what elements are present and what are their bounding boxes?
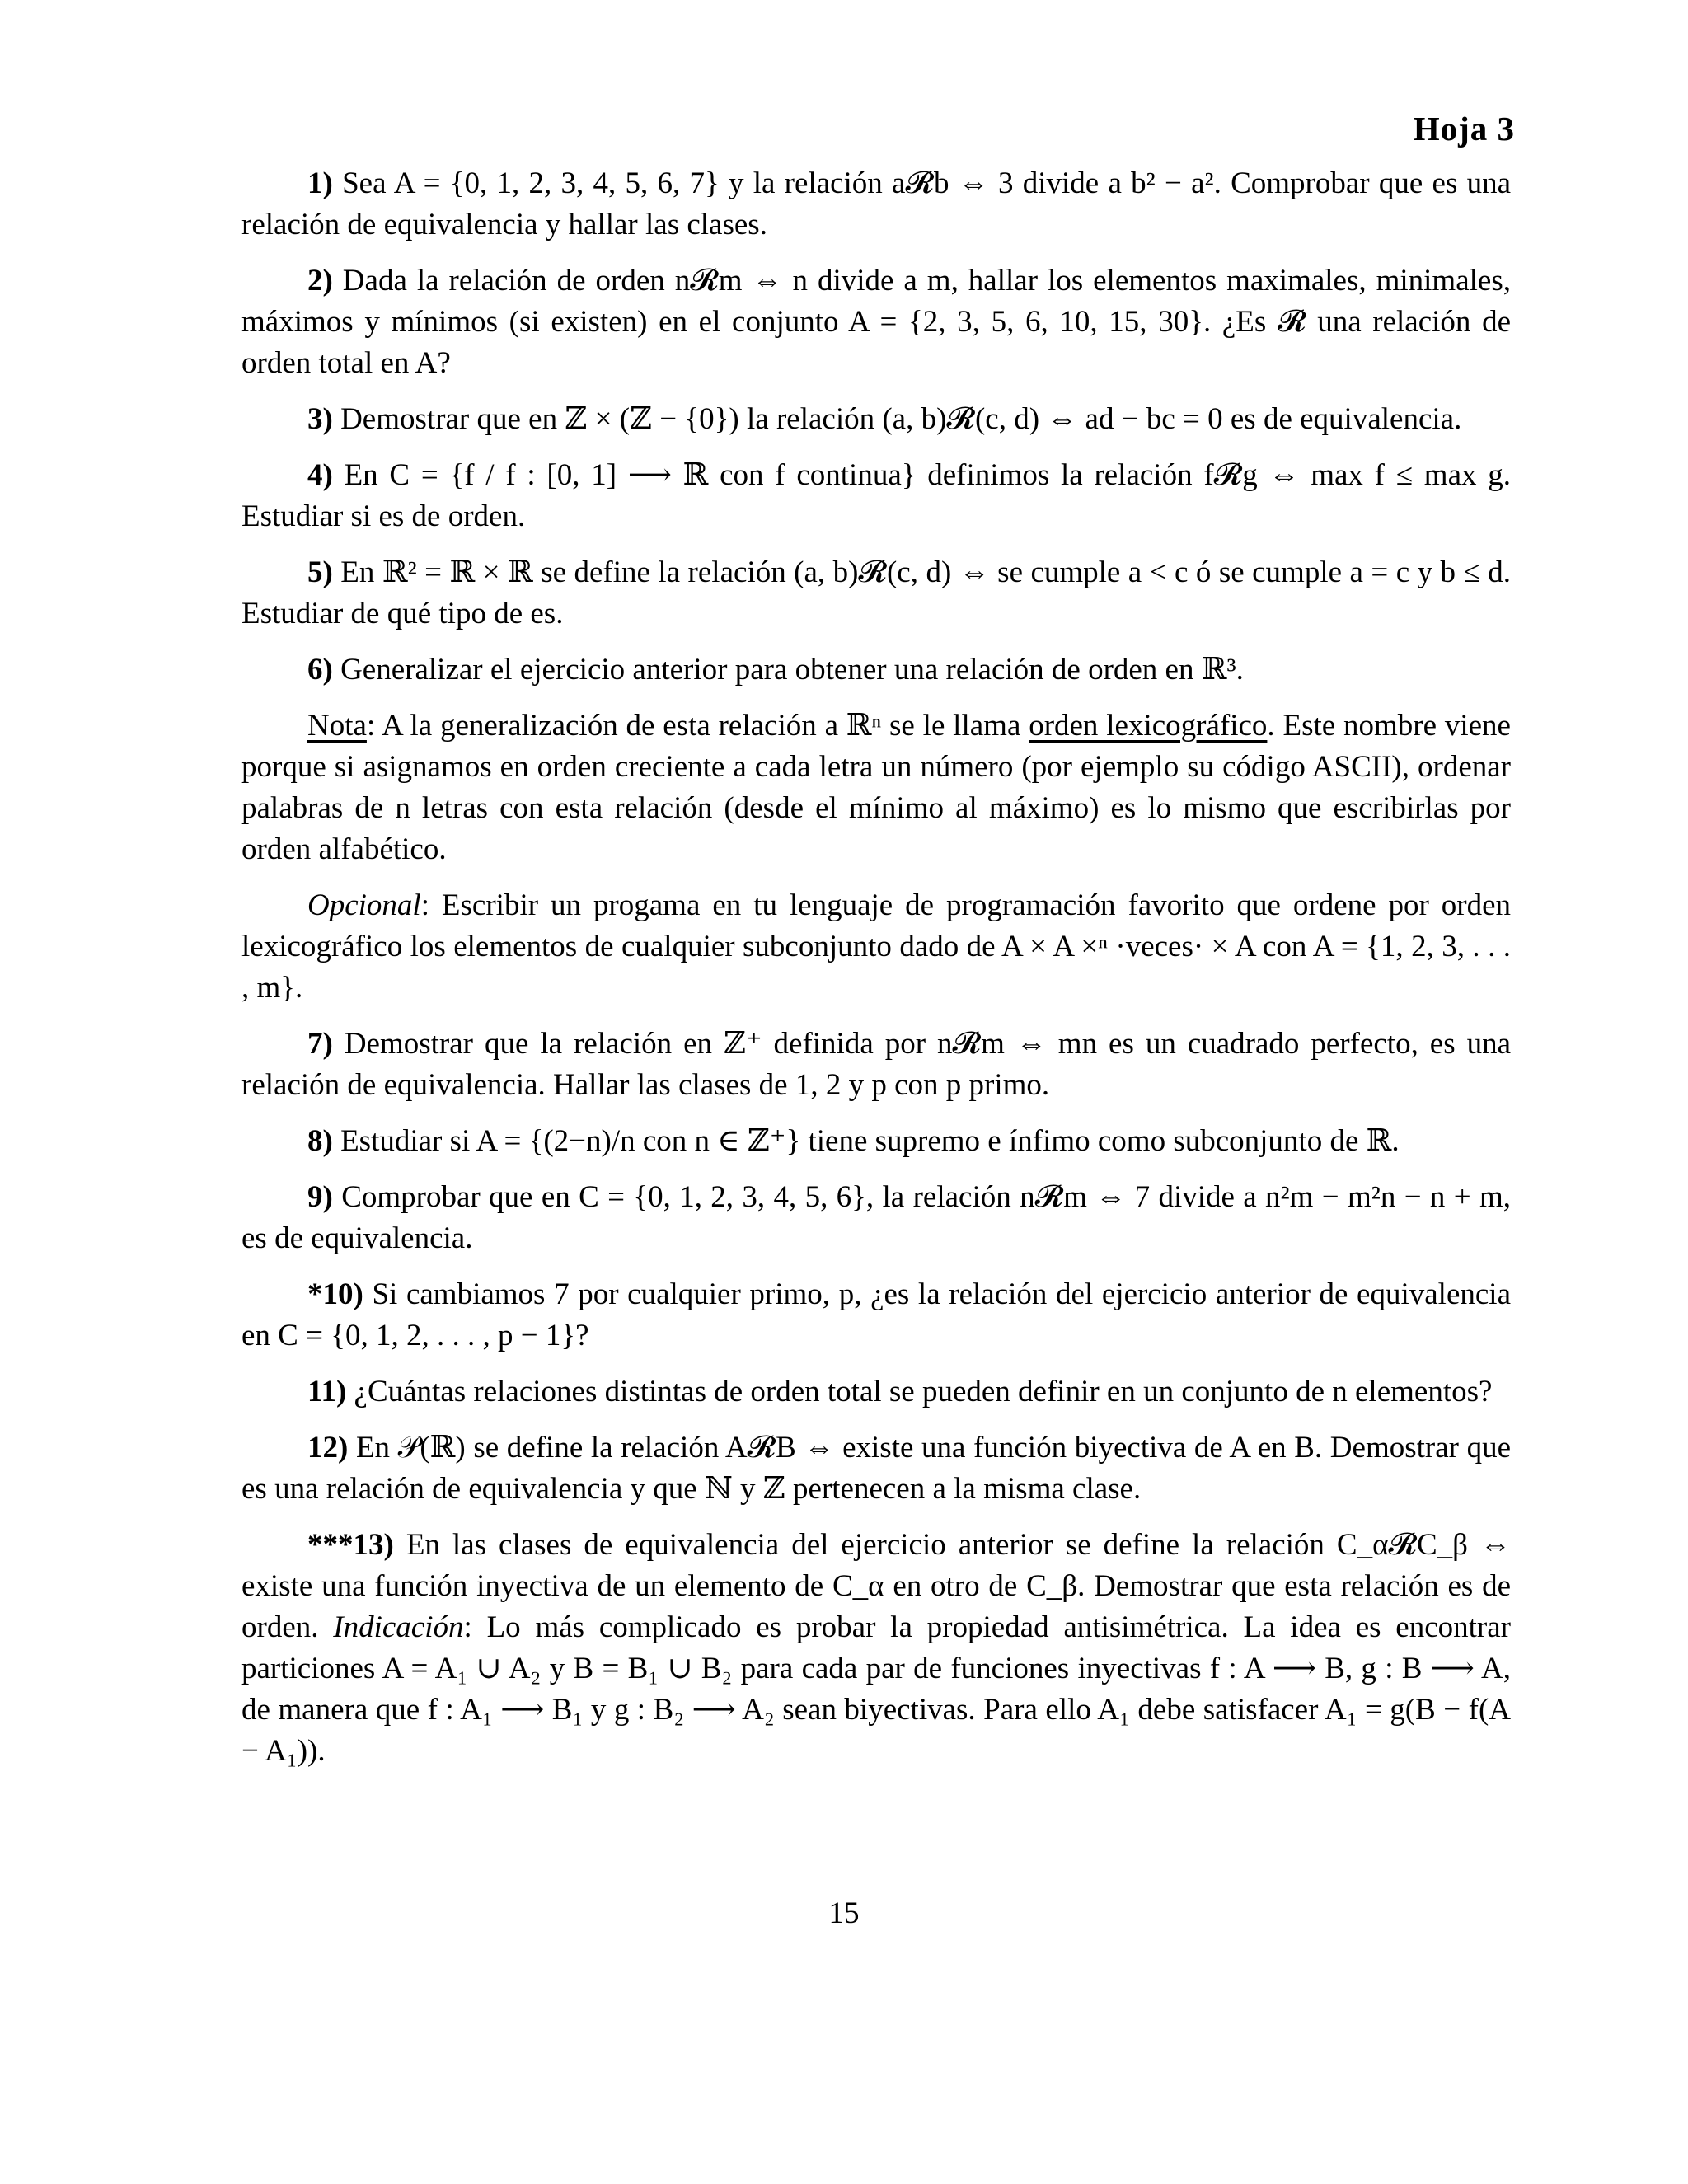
exercise-4: 4) En C = {f / f : [0, 1] ⟶ ℝ con f continua} definimos la relación f𝓡g ⇔ max f ≤ max g. Estudiar si es de orden. [241, 458, 1511, 533]
exercise-5: 5) En ℝ² = ℝ × ℝ se define la relación (a, b)𝓡(c, d) ⇔ se cumple a < c ó se cumple a = c y b ≤ d. Estudiar de qué tipo de es. [241, 555, 1511, 630]
exercise-1: 1) Sea A = {0, 1, 2, 3, 4, 5, 6, 7} y la relación a𝓡b ⇔ 3 divide a b² − a². Comprobar que es una relación de equivalencia y hallar las clases. [241, 166, 1512, 241]
exercise-list [241, 163, 1511, 1787]
sheet-title: Hoja 3 [1413, 110, 1515, 148]
note-paragraph: Nota: A la generalización de esta relación a ℝⁿ se le llama orden lexicográfico. Este nombre viene porque si asignamos en orden creciente a cada letra un número (por ejemplo su código ASCII), ordenar palabras de n letras con esta relación (desde el mínimo al máximo) es lo mismo que escribirlas por orden alfabético. [241, 709, 1511, 866]
exercise-11: 11) ¿Cuántas relaciones distintas de orden total se pueden definir en un conjunto de n elementos? [307, 1375, 1493, 1408]
exercise-3: 3) Demostrar que en ℤ × (ℤ − {0}) la relación (a, b)𝓡(c, d) ⇔ ad − bc = 0 es de equivalencia. [307, 402, 1462, 436]
optional-paragraph: Opcional: Escribir un progama en tu lenguaje de programación favorito que ordene por orden lexicográfico los elementos de cualquier subconjunto dado de A × A ×ⁿ ·veces· × A con A = {1, 2, 3, . . . , m}. [241, 888, 1511, 1005]
exercise-13: ***13) En las clases de equivalencia del ejercicio anterior se define la relación C_α𝓡C_β ⇔ existe una función inyectiva de un elemento de C_α en otro de C_β. Demostrar que esta relación es de orden. Indicación: Lo más complicado es probar la propiedad antisimétrica. La idea es encontrar particiones A = A₁ ∪ A₂ y B = B₁ ∪ B₂ para cada par de funciones inyectivas f : A ⟶ B, g : B ⟶ A, de manera que f : A₁ ⟶ B₁ y g : B₂ ⟶ A₂ sean biyectivas. Para ello A₁ debe satisfacer A₁ = g(B − f(A − A₁)). [241, 1528, 1512, 1768]
exercise-9: 9) Comprobar que en C = {0, 1, 2, 3, 4, 5, 6}, la relación n𝓡m ⇔ 7 divide a n²m − m²n − n + m, es de equivalencia. [241, 1180, 1512, 1255]
exercise-2: 2) Dada la relación de orden n𝓡m ⇔ n divide a m, hallar los elementos maximales, minimales, máximos y mínimos (si existen) en el conjunto A = {2, 3, 5, 6, 10, 15, 30}. ¿Es 𝓡 una relación de orden total en A? [241, 264, 1511, 380]
exercise-12: 12) En 𝒫(ℝ) se define la relación A𝓡B ⇔ existe una función biyectiva de A en B. Demostrar que es una relación de equivalencia y que ℕ y ℤ pertenecen a la misma clase. [241, 1431, 1512, 1506]
exercise-10: *10) Si cambiamos 7 por cualquier primo, p, ¿es la relación del ejercicio anterior de equivalencia en C = {0, 1, 2, . . . , p − 1}? [241, 1277, 1512, 1352]
exercise-8: 8) Estudiar si A = {(2−n)/n con n ∈ ℤ⁺} tiene supremo e ínfimo como subconjunto de ℝ. [307, 1124, 1400, 1158]
exercise-6: 6) Generalizar el ejercicio anterior para obtener una relación de orden en ℝ³. [307, 653, 1244, 687]
exercise-7: 7) Demostrar que la relación en ℤ⁺ definida por n𝓡m ⇔ mn es un cuadrado perfecto, es una relación de equivalencia. Hallar las clases de 1, 2 y p con p primo. [241, 1027, 1511, 1102]
page-number: 15 [828, 1896, 860, 1930]
